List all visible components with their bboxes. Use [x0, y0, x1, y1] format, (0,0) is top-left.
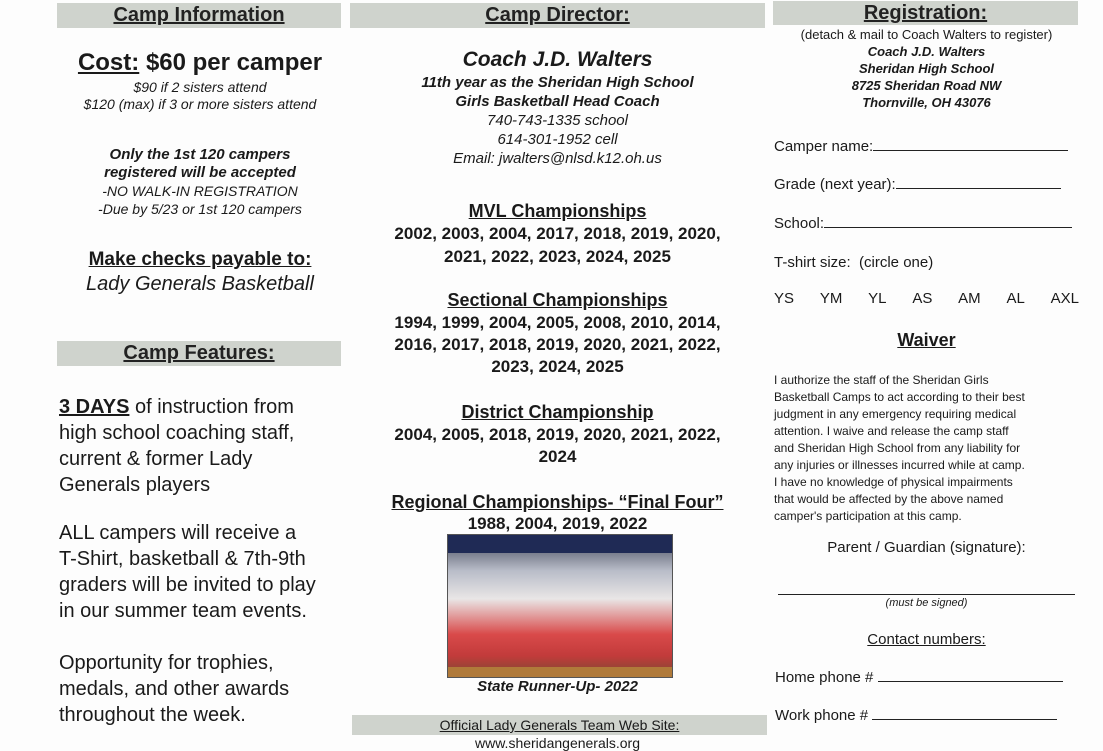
work-phone-line[interactable] [872, 719, 1057, 720]
feature2-line-3: graders will be invited to play [59, 574, 316, 596]
feature-awards [59, 650, 349, 728]
waiver-title: Waiver [897, 330, 956, 350]
checks-payable-label: Make checks payable to: [88, 249, 312, 270]
feature1-line-3: current & former Lady [59, 448, 253, 470]
limit-line-1: Only the 1st 120 campers [109, 146, 291, 163]
registration-header: Registration: [773, 1, 1078, 25]
school-line[interactable] [824, 227, 1072, 228]
feature1-line-1: of instruction from [129, 396, 294, 418]
size-option-axl[interactable]: AXL [1050, 290, 1079, 307]
must-be-signed-note: (must be signed) [885, 597, 968, 609]
waiver-line: camper's participation at this camp. [774, 509, 962, 523]
home-phone-label: Home phone # [775, 669, 874, 686]
size-option-al[interactable]: AL [1006, 290, 1025, 307]
tshirt-size-options [774, 290, 1079, 307]
waiver-line: that would be affected by the above named [774, 492, 1004, 506]
size-option-am[interactable]: AM [958, 290, 981, 307]
mail-address-street: 8725 Sheridan Road NW [851, 78, 1002, 93]
due-date-note: -Due by 5/23 or 1st 120 campers [98, 201, 302, 217]
home-phone-line[interactable] [878, 681, 1063, 682]
camp-features-header: Camp Features: [57, 341, 341, 366]
tshirt-size-label-row [774, 254, 1079, 271]
coach-cell-phone: 614-301-1952 cell [497, 131, 618, 148]
grade-label: Grade (next year): [774, 176, 896, 193]
cost-three-sisters: $120 (max) if 3 or more sisters attend [83, 96, 317, 112]
regional-championships-title: Regional Championships- “Final Four” [391, 492, 724, 512]
waiver-line: any injuries or illnesses incurred while at camp. [774, 458, 1025, 472]
district-championship-title: District Championship [461, 402, 654, 422]
mvl-championships-title: MVL Championships [468, 201, 647, 221]
feature2-line-4: in our summer team events. [59, 600, 307, 622]
grade-field[interactable] [774, 176, 1079, 193]
mvl-years-line-1: 2002, 2003, 2004, 2017, 2018, 2019, 2020, [394, 224, 721, 243]
sectional-years-line-3: 2023, 2024, 2025 [491, 357, 624, 376]
regional-years: 1988, 2004, 2019, 2022 [467, 514, 648, 533]
cost-label: Cost: [77, 49, 140, 76]
coach-role-line-1: 11th year as the Sheridan High School [421, 74, 694, 91]
work-phone-field[interactable] [775, 707, 1080, 724]
sectional-years-line-2: 2016, 2017, 2018, 2019, 2020, 2021, 2022, [394, 335, 721, 354]
camper-name-field[interactable] [774, 138, 1079, 155]
feature1-line-2: high school coaching staff, [59, 422, 295, 444]
camper-name-label: Camper name: [774, 138, 874, 155]
sectional-years-line-1: 1994, 1999, 2004, 2005, 2008, 2010, 2014, [394, 313, 721, 332]
feature3-line-3: throughout the week. [59, 704, 246, 726]
mvl-years-line-2: 2021, 2022, 2023, 2024, 2025 [444, 247, 671, 266]
contact-numbers-title: Contact numbers: [867, 631, 986, 648]
school-field[interactable] [774, 215, 1079, 232]
camp-director-column [350, 0, 770, 750]
waiver-line: judgment in any emergency requiring medical [774, 407, 1017, 421]
coach-name: Coach J.D. Walters [462, 48, 653, 71]
coach-email: Email: jwalters@nlsd.k12.oh.us [453, 150, 662, 167]
size-option-ys[interactable]: YS [774, 290, 795, 307]
team-photo [447, 534, 673, 678]
district-years-line-2: 2024 [538, 447, 577, 466]
cost-two-sisters: $90 if 2 sisters attend [133, 79, 267, 95]
camp-director-header: Camp Director: [350, 3, 765, 28]
no-walkin-note: -NO WALK-IN REGISTRATION [102, 183, 298, 199]
waiver-line: Basketball Camps to act according to their best [774, 390, 1025, 404]
camp-information-column [0, 0, 350, 750]
cost-value: $60 per camper [145, 49, 323, 76]
waiver-text [774, 372, 1084, 525]
cost-line [50, 49, 350, 77]
mail-address-school: Sheridan High School [858, 61, 995, 76]
waiver-line: I have no knowledge of physical impairments [774, 475, 1013, 489]
coach-school-phone: 740-743-1335 school [487, 112, 628, 129]
checks-payee: Lady Generals Basketball [86, 273, 314, 295]
size-option-ym[interactable]: YM [819, 290, 843, 307]
photo-floor [448, 667, 672, 677]
grade-line[interactable] [896, 188, 1061, 189]
district-years-line-1: 2004, 2005, 2018, 2019, 2020, 2021, 2022, [394, 425, 721, 444]
waiver-line: I authorize the staff of the Sheridan Girls [774, 373, 989, 387]
feature1-line-4: Generals players [59, 474, 211, 496]
tshirt-size-label: T-shirt size: [774, 254, 851, 271]
website-label[interactable] [352, 715, 767, 735]
website-label-text: Official Lady Generals Team Web Site: [439, 717, 680, 733]
website-url[interactable]: www.sheridangenerals.org [475, 735, 640, 751]
camp-information-header: Camp Information [57, 3, 341, 28]
waiver-line: attention. I waive and release the camp staff [774, 424, 1009, 438]
feature-instruction [59, 394, 349, 498]
guardian-signature-line[interactable] [778, 594, 1075, 595]
work-phone-label: Work phone # [775, 707, 869, 724]
waiver-line: and Sheridan High School from any liability for [774, 441, 1021, 455]
sectional-championships-title: Sectional Championships [447, 290, 668, 310]
photo-banner [448, 535, 672, 553]
size-option-yl[interactable]: YL [868, 290, 887, 307]
tshirt-size-note: (circle one) [859, 254, 934, 271]
guardian-signature-label: Parent / Guardian (signature): [827, 539, 1026, 556]
feature3-line-2: medals, and other awards [59, 678, 290, 700]
size-option-as[interactable]: AS [912, 290, 933, 307]
photo-caption: State Runner-Up- 2022 [477, 678, 638, 695]
feature2-line-2: T-Shirt, basketball & 7th-9th [59, 548, 306, 570]
feature3-line-1: Opportunity for trophies, [59, 652, 274, 674]
registration-column [770, 0, 1103, 750]
limit-line-2: registered will be accepted [104, 164, 296, 181]
detach-note: (detach & mail to Coach Walters to register) [800, 27, 1053, 42]
school-label: School: [774, 215, 825, 232]
coach-role-line-2: Girls Basketball Head Coach [455, 93, 660, 110]
camper-name-line[interactable] [873, 150, 1068, 151]
three-days-text: 3 DAYS [59, 396, 130, 418]
feature-gear [59, 520, 349, 624]
mail-address-city: Thornville, OH 43076 [862, 95, 991, 110]
mail-address-name: Coach J.D. Walters [867, 44, 986, 59]
home-phone-field[interactable] [775, 669, 1080, 686]
feature2-line-1: ALL campers will receive a [59, 522, 297, 544]
